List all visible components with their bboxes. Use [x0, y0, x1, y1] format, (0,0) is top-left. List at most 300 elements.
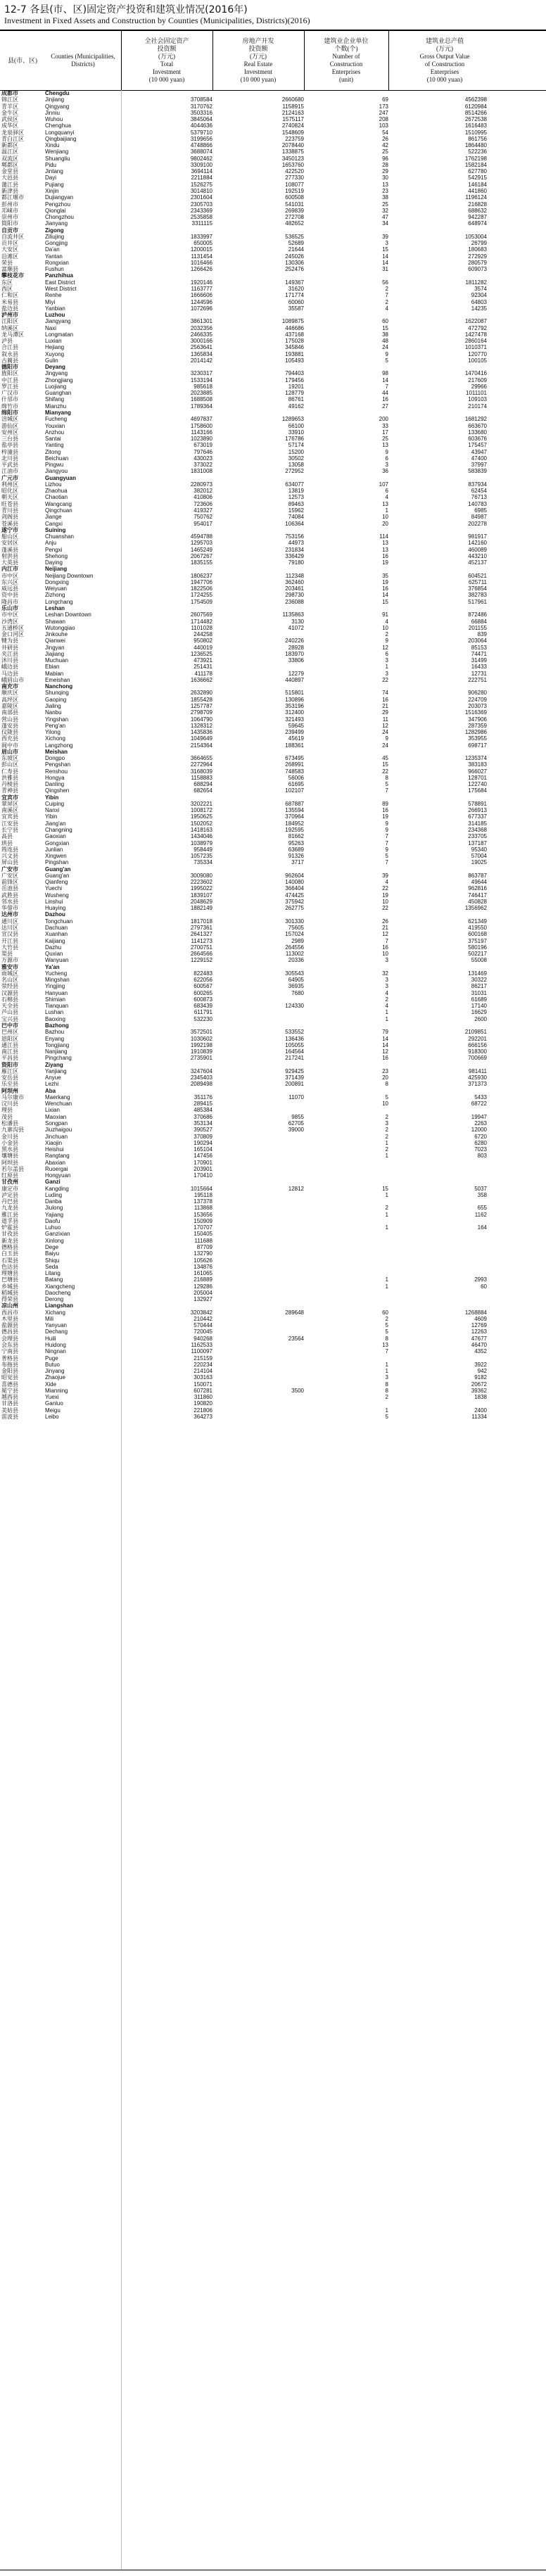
- total-investment-cell: 195118: [193, 1191, 212, 1198]
- table-row: [0, 1362, 546, 1368]
- county-name-en: Qingshen: [45, 787, 70, 794]
- table-row: [0, 1166, 546, 1172]
- county-name-cn: 名山区: [1, 977, 18, 984]
- county-name-en: Anju: [45, 540, 57, 547]
- real-estate-investment-cell: 203461: [285, 585, 304, 592]
- table-row: [0, 540, 546, 546]
- real-estate-investment-cell: 188361: [285, 742, 304, 749]
- header-line: 建筑业企业单位: [324, 37, 369, 44]
- total-investment-cell: 440019: [193, 644, 212, 651]
- enterprise-count-cell: 9: [385, 637, 388, 645]
- gross-output-cell: 6120984: [464, 103, 487, 110]
- real-estate-investment-cell: 12279: [288, 670, 304, 677]
- county-name-en: Kangding: [45, 1185, 69, 1192]
- county-name-en: Beichuan: [45, 455, 69, 462]
- total-investment-cell: 4044636: [190, 122, 212, 129]
- county-name-cn: 东兴区: [1, 578, 18, 585]
- table-header: [0, 30, 546, 91]
- enterprise-count-cell: 23: [382, 187, 388, 194]
- table-row: [0, 553, 546, 559]
- enterprise-count-cell: 29: [382, 168, 388, 175]
- county-name-cn: 邻水县: [1, 898, 18, 905]
- table-row: [0, 1094, 546, 1100]
- gross-output-cell: 472792: [468, 324, 487, 331]
- total-investment-cell: 1855428: [190, 696, 212, 703]
- table-row: [0, 481, 546, 488]
- table-row: [0, 905, 546, 911]
- total-investment-cell: 220234: [193, 1361, 212, 1368]
- county-name-cn: 泸州市: [1, 312, 18, 319]
- total-investment-cell: 351176: [193, 1093, 212, 1100]
- county-name-en: Ningnan: [45, 1348, 66, 1355]
- table-row: [0, 377, 546, 383]
- gross-output-cell: 583839: [468, 468, 487, 475]
- county-name-cn: 荣县: [1, 259, 13, 266]
- table-row: [0, 801, 546, 807]
- gross-output-cell: 128701: [468, 774, 487, 781]
- county-name-cn: 西昌市: [1, 1309, 18, 1316]
- county-name-cn: 九龙县: [1, 1205, 18, 1212]
- table-row: [0, 1068, 546, 1074]
- county-name-en: Dachuan: [45, 925, 68, 931]
- table-row: [0, 983, 546, 989]
- enterprise-count-cell: 107: [379, 481, 388, 488]
- enterprise-count-cell: 14: [382, 253, 388, 260]
- city-group-row: [0, 749, 546, 755]
- total-investment-cell: 1434046: [190, 833, 212, 840]
- total-investment-cell: 1008172: [190, 807, 212, 814]
- enterprise-count-cell: 39: [382, 872, 388, 879]
- header-line: (10 000 yuan): [148, 76, 185, 83]
- gross-output-cell: 4352: [474, 1348, 487, 1355]
- county-name-en: Jianyang: [45, 220, 68, 227]
- gross-output-cell: 1811282: [465, 279, 487, 286]
- county-name-en: Seda: [45, 1263, 58, 1270]
- real-estate-investment-cell: 962604: [285, 872, 304, 879]
- county-name-en: Anyue: [45, 1074, 61, 1081]
- header-line: Investment: [244, 68, 272, 75]
- county-name-cn: 乐山市: [1, 604, 18, 611]
- county-name-cn: 布拖县: [1, 1361, 18, 1368]
- gross-output-cell: 2109851: [464, 1029, 487, 1036]
- real-estate-investment-cell: 184952: [285, 820, 304, 827]
- table-row: [0, 1192, 546, 1198]
- enterprise-count-cell: 3: [385, 240, 388, 247]
- enterprise-count-cell: 23: [382, 1067, 388, 1074]
- gross-output-cell: 203064: [468, 637, 487, 645]
- county-name-en: Miyi: [45, 298, 56, 305]
- county-name-en: Yuexi: [45, 1394, 59, 1401]
- enterprise-count-cell: 98: [382, 370, 388, 377]
- total-investment-cell: 1131454: [191, 253, 212, 260]
- table-row: [0, 194, 546, 201]
- table-body: [0, 90, 546, 1420]
- table-row: [0, 103, 546, 110]
- table-row: [0, 208, 546, 214]
- county-name-cn: 市中区: [1, 572, 18, 579]
- county-name-cn: 渠县: [1, 951, 13, 958]
- enterprise-count-cell: 8: [385, 1081, 388, 1088]
- real-estate-investment-cell: 245026: [285, 253, 304, 260]
- table-row: [0, 840, 546, 846]
- total-investment-cell: 2154364: [190, 742, 212, 749]
- gross-output-cell: 655: [477, 1205, 487, 1212]
- total-investment-cell: 2563641: [190, 344, 212, 351]
- county-name-cn: 白玉县: [1, 1250, 18, 1257]
- table-row: [0, 129, 546, 136]
- enterprise-count-cell: 8: [385, 1387, 388, 1394]
- county-name-cn: 龙泉驿区: [1, 129, 24, 136]
- county-name-en: Pingwu: [45, 462, 64, 469]
- enterprise-count-cell: 11: [382, 716, 388, 723]
- enterprise-count-cell: 15: [382, 598, 388, 605]
- total-investment-cell: 165104: [193, 1146, 212, 1153]
- county-name-en: Lezhi: [45, 1081, 59, 1088]
- county-name-cn: 青川县: [1, 507, 18, 514]
- county-name-en: Chaotian: [45, 494, 68, 501]
- enterprise-count-cell: 22: [382, 768, 388, 775]
- county-name-cn: 青白江区: [1, 135, 24, 142]
- total-investment-cell: 2735901: [190, 1055, 212, 1062]
- table-row: [0, 279, 546, 286]
- county-name-en: Cangxi: [45, 520, 63, 527]
- enterprise-count-cell: 36: [382, 468, 388, 475]
- total-investment-cell: 2048629: [190, 898, 212, 905]
- county-name-en: Renshou: [45, 768, 68, 775]
- total-investment-cell: 216889: [193, 1276, 212, 1283]
- county-name-en: Ebian: [45, 664, 60, 671]
- enterprise-count-cell: 4: [385, 1003, 388, 1010]
- table-row: [0, 925, 546, 931]
- total-investment-cell: 1257787: [190, 702, 212, 709]
- enterprise-count-cell: 1: [385, 1211, 388, 1218]
- county-name-cn: 宝兴县: [1, 1015, 18, 1022]
- county-name-cn: 贡井区: [1, 240, 18, 247]
- county-name-cn: 成都市: [1, 90, 18, 96]
- gross-output-cell: 66884: [471, 618, 487, 625]
- county-name-cn: 梓潼县: [1, 448, 18, 455]
- gross-output-cell: 234368: [468, 827, 487, 834]
- county-name-cn: 万源市: [1, 957, 18, 964]
- county-name-cn: 壤塘县: [1, 1153, 18, 1160]
- county-name-en: Weiyuan: [45, 585, 67, 592]
- table-row: [0, 951, 546, 957]
- real-estate-investment-cell: 217241: [285, 1055, 304, 1062]
- real-estate-investment-cell: 3500: [291, 1387, 304, 1394]
- table-row: [0, 1388, 546, 1394]
- real-estate-investment-cell: 157024: [285, 931, 304, 938]
- enterprise-count-cell: 34: [382, 220, 388, 227]
- enterprise-count-cell: 5: [385, 1413, 388, 1420]
- real-estate-investment-cell: 192519: [285, 187, 304, 194]
- county-name-cn: 广安区: [1, 872, 18, 879]
- table-row: [0, 240, 546, 246]
- gross-output-cell: 12769: [471, 1322, 487, 1329]
- table-row: [0, 846, 546, 853]
- enterprise-count-cell: 33: [382, 422, 388, 429]
- enterprise-count-cell: 2: [385, 298, 388, 305]
- table-row: [0, 488, 546, 494]
- total-investment-cell: 364273: [193, 1413, 212, 1420]
- gross-output-cell: 272929: [468, 253, 487, 260]
- table-row: [0, 651, 546, 657]
- county-name-en: Shuangliu: [45, 155, 70, 162]
- county-name-en: Qionglai: [45, 207, 66, 214]
- county-name-en: East District: [45, 279, 75, 286]
- county-name-en: Bazhou: [45, 1029, 65, 1036]
- table-row: [0, 996, 546, 1003]
- gross-output-cell: 60: [481, 1283, 487, 1290]
- county-name-en: Litang: [45, 1270, 61, 1277]
- enterprise-count-cell: 3: [385, 657, 388, 664]
- county-name-en: Qianwei: [45, 637, 65, 645]
- enterprise-count-cell: 91: [382, 611, 388, 618]
- table-row: [0, 455, 546, 462]
- county-name-en: Huili: [45, 1335, 56, 1342]
- county-name-en: Dege: [45, 1244, 59, 1251]
- total-investment-cell: 170901: [193, 1159, 212, 1166]
- county-name-en: Linshui: [45, 898, 63, 905]
- table-row: [0, 690, 546, 696]
- total-investment-cell: 132790: [193, 1250, 212, 1257]
- county-name-en: Yingjing: [45, 983, 65, 990]
- total-investment-cell: 2014142: [190, 357, 212, 364]
- county-name-en: Wangcang: [45, 500, 72, 507]
- table-row: [0, 1224, 546, 1231]
- county-name-cn: 华蓥市: [1, 905, 18, 912]
- gross-output-cell: 2400: [474, 1407, 487, 1414]
- county-name-cn: 翠屏区: [1, 800, 18, 807]
- total-investment-cell: 303163: [193, 1374, 212, 1381]
- county-name-cn: 洪雅县: [1, 774, 18, 781]
- header-line: (万元): [158, 53, 175, 60]
- real-estate-investment-cell: 362460: [285, 578, 304, 585]
- total-investment-cell: 2345403: [190, 1074, 212, 1081]
- county-name-cn: 丹巴县: [1, 1198, 18, 1205]
- real-estate-investment-cell: 533552: [285, 1029, 304, 1036]
- county-name-en: Jinkouhe: [45, 631, 68, 638]
- table-row: [0, 990, 546, 996]
- county-name-en: Longchang: [45, 598, 73, 605]
- county-name-en: Dazhu: [45, 944, 62, 951]
- county-name-en: Qianfeng: [45, 879, 68, 886]
- real-estate-investment-cell: 1548609: [281, 129, 304, 136]
- total-investment-cell: 2607569: [190, 611, 212, 618]
- county-name-cn: 泸定县: [1, 1191, 18, 1198]
- table-row: [0, 1009, 546, 1015]
- total-investment-cell: 797646: [193, 448, 212, 455]
- total-investment-cell: 1295703: [190, 540, 212, 547]
- enterprise-count-cell: 28: [382, 161, 388, 168]
- county-name-cn: 夹江县: [1, 650, 18, 657]
- gross-output-cell: 14235: [471, 305, 487, 312]
- city-group-row: [0, 527, 546, 533]
- enterprise-count-cell: 1: [385, 1191, 388, 1198]
- county-name-cn: 青羊区: [1, 103, 18, 110]
- county-name-en: Yantan: [45, 253, 63, 260]
- enterprise-count-cell: 1: [385, 1224, 388, 1231]
- real-estate-investment-cell: 136436: [285, 1035, 304, 1042]
- gross-output-cell: 100105: [468, 357, 487, 364]
- county-name-cn: 恩阳区: [1, 1035, 18, 1042]
- real-estate-investment-cell: 102107: [285, 787, 304, 794]
- county-name-en: Xichong: [45, 735, 65, 742]
- county-name-cn: 雅江县: [1, 1211, 18, 1218]
- gross-output-cell: 918300: [468, 1048, 487, 1055]
- county-name-cn: 九寨沟县: [1, 1127, 24, 1134]
- real-estate-investment-cell: 634077: [285, 481, 304, 488]
- enterprise-count-cell: 12: [382, 1048, 388, 1055]
- gross-output-cell: 358: [477, 1191, 487, 1198]
- enterprise-count-cell: 60: [382, 1309, 388, 1316]
- table-row: [0, 260, 546, 266]
- enterprise-count-cell: 1: [385, 1139, 388, 1146]
- gross-output-cell: 210174: [468, 402, 487, 410]
- table-row: [0, 899, 546, 905]
- real-estate-investment-cell: 1653760: [281, 161, 304, 168]
- table-row: [0, 214, 546, 220]
- county-name-cn: 金口河区: [1, 631, 24, 638]
- gross-output-cell: 11334: [471, 1413, 487, 1420]
- real-estate-investment-cell: 9855: [291, 1113, 304, 1120]
- total-investment-cell: 430023: [193, 455, 212, 462]
- real-estate-investment-cell: 30502: [288, 455, 304, 462]
- county-name-en: Dazhou: [45, 911, 65, 918]
- real-estate-investment-cell: 272708: [285, 214, 304, 221]
- city-group-row: [0, 312, 546, 318]
- total-investment-cell: 3000166: [190, 338, 212, 345]
- table-row: [0, 585, 546, 592]
- real-estate-investment-cell: 366404: [285, 885, 304, 892]
- real-estate-investment-cell: 272952: [285, 468, 304, 475]
- county-name-en: Ziliujing: [45, 233, 65, 240]
- enterprise-count-cell: 1: [385, 664, 388, 671]
- total-investment-cell: 373022: [193, 462, 212, 469]
- total-investment-cell: 1200015: [190, 246, 212, 253]
- table-row: [0, 781, 546, 787]
- total-investment-cell: 4697837: [190, 416, 212, 423]
- gross-output-cell: 441860: [468, 187, 487, 194]
- total-investment-cell: 532230: [193, 1015, 212, 1022]
- enterprise-count-cell: 69: [382, 96, 388, 103]
- gross-output-cell: 4609: [474, 1315, 487, 1322]
- gross-output-cell: 382783: [468, 592, 487, 599]
- table-row: [0, 735, 546, 742]
- total-investment-cell: 1833997: [190, 233, 212, 240]
- real-estate-investment-cell: 57174: [288, 442, 304, 449]
- real-estate-investment-cell: 193881: [285, 350, 304, 357]
- total-investment-cell: 2700751: [190, 944, 212, 951]
- table-row: [0, 533, 546, 540]
- county-name-cn: 阿坝州: [1, 1087, 18, 1094]
- enterprise-count-cell: 3: [385, 670, 388, 677]
- county-name-cn: 沙湾区: [1, 618, 18, 625]
- table-row: [0, 1250, 546, 1257]
- real-estate-investment-cell: 19201: [288, 383, 304, 390]
- enterprise-count-cell: 12: [382, 722, 388, 729]
- enterprise-count-cell: 13: [382, 540, 388, 547]
- gross-output-cell: 663670: [468, 422, 487, 429]
- enterprise-count-cell: 2: [385, 1133, 388, 1140]
- county-name-en: Mianning: [45, 1387, 68, 1394]
- county-name-cn: 丹棱县: [1, 781, 18, 788]
- county-name-en: Wenchuan: [45, 1100, 72, 1108]
- total-investment-cell: 1435836: [190, 729, 212, 736]
- real-estate-investment-cell: 11070: [288, 1093, 304, 1100]
- table-row: [0, 657, 546, 664]
- enterprise-count-cell: 5: [385, 1322, 388, 1329]
- total-investment-cell: 1724255: [190, 592, 212, 599]
- enterprise-count-cell: 38: [382, 194, 388, 201]
- gross-output-cell: 603676: [468, 436, 487, 443]
- table-row: [0, 220, 546, 227]
- real-estate-investment-cell: 223759: [285, 135, 304, 142]
- gross-output-cell: 371373: [468, 1081, 487, 1088]
- gross-output-cell: 542915: [468, 175, 487, 182]
- table-row: [0, 351, 546, 357]
- real-estate-investment-cell: 422520: [285, 168, 304, 175]
- gross-output-cell: 57004: [471, 853, 487, 860]
- county-name-cn: 西区: [1, 285, 13, 292]
- gross-output-cell: 19947: [471, 1113, 487, 1120]
- enterprise-count-cell: 89: [382, 800, 388, 807]
- total-investment-cell: 954017: [193, 520, 212, 527]
- gross-output-cell: 383183: [468, 761, 487, 768]
- county-name-cn: 美姑县: [1, 1407, 18, 1414]
- county-name-cn: 都江堰市: [1, 194, 24, 201]
- total-investment-cell: 688294: [193, 781, 212, 788]
- total-investment-cell: 1533194: [190, 376, 212, 383]
- county-name-en: Shimian: [45, 996, 65, 1003]
- county-name-en: Xingwen: [45, 853, 67, 860]
- gross-output-cell: 137187: [468, 839, 487, 846]
- total-investment-cell: 251431: [193, 664, 212, 671]
- gross-output-cell: 966027: [468, 768, 487, 775]
- header-county-cn-label: 县(市、区): [8, 56, 37, 64]
- county-name-en: Mingshan: [45, 977, 70, 984]
- total-investment-cell: 1236525: [190, 650, 212, 657]
- total-investment-cell: 1072696: [190, 305, 212, 312]
- real-estate-investment-cell: 61695: [288, 781, 304, 788]
- total-investment-cell: 2089498: [190, 1081, 212, 1088]
- enterprise-count-cell: 96: [382, 155, 388, 162]
- gross-output-cell: 981917: [468, 533, 487, 540]
- county-name-en: Youxian: [45, 422, 65, 429]
- total-investment-cell: 2301604: [190, 194, 212, 201]
- enterprise-count-cell: 32: [382, 207, 388, 214]
- total-investment-cell: 205004: [193, 1289, 212, 1296]
- gross-output-cell: 164: [477, 1224, 487, 1231]
- table-row: [0, 253, 546, 260]
- total-investment-cell: 1038979: [190, 839, 212, 846]
- real-estate-investment-cell: 112348: [285, 572, 304, 579]
- county-name-cn: 会理县: [1, 1335, 18, 1342]
- enterprise-count-cell: 5: [385, 781, 388, 788]
- total-investment-cell: 132927: [193, 1296, 212, 1303]
- enterprise-count-cell: 13: [382, 442, 388, 449]
- real-estate-investment-cell: 63689: [288, 846, 304, 853]
- county-name-en: Rongxian: [45, 259, 69, 266]
- real-estate-investment-cell: 35587: [288, 305, 304, 312]
- real-estate-investment-cell: 164564: [285, 1048, 304, 1055]
- gross-output-cell: 222751: [468, 676, 487, 683]
- gross-output-cell: 74471: [471, 650, 487, 657]
- county-name-cn: 锦江区: [1, 96, 18, 103]
- gross-output-cell: 839: [477, 631, 487, 638]
- county-name-cn: 旺苍县: [1, 500, 18, 507]
- county-name-en: Meishan: [45, 748, 68, 755]
- county-name-cn: 理塘县: [1, 1270, 18, 1277]
